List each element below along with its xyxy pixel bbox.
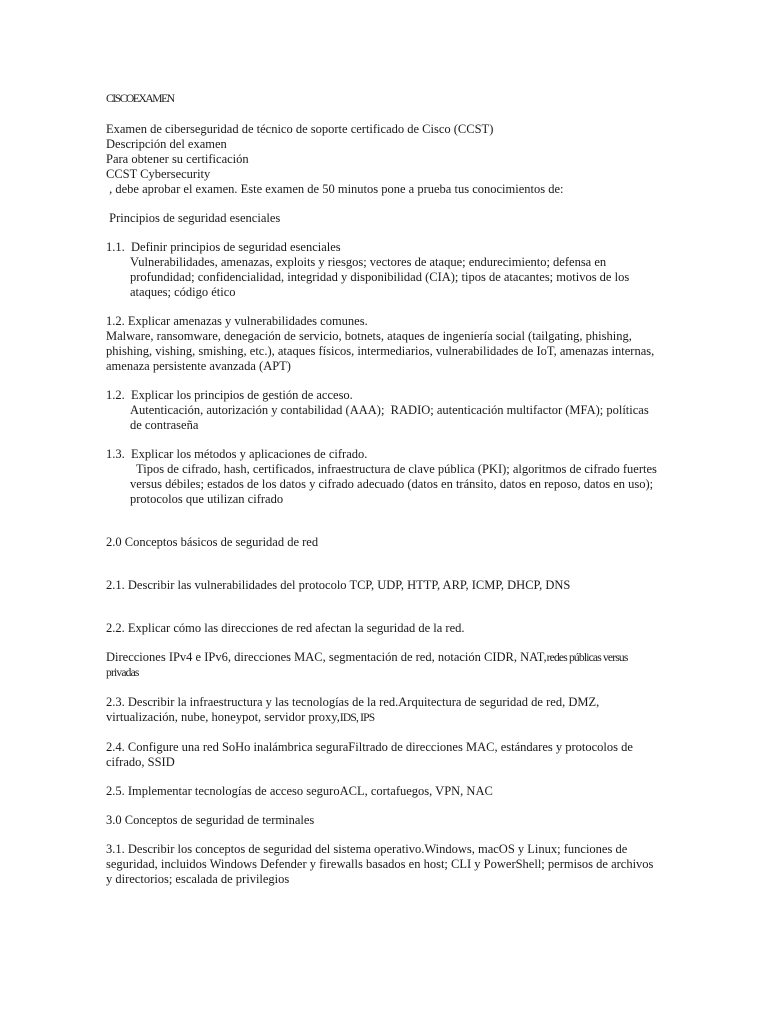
section2-item2-body bbox=[106, 650, 666, 666]
item-body: protocolos que utilizan cifrado bbox=[130, 492, 284, 506]
item-body: seguridad, incluidos Windows Defender y firewalls basados en host; CLI y PowerShell; permisos de archivos bbox=[106, 857, 654, 871]
item-title: 3.1. Describir los conceptos de seguridad del sistema operativo.Windows, macOS y Linux; funciones de bbox=[106, 842, 628, 856]
item-body: y directorios; escalada de privilegios bbox=[106, 872, 290, 886]
intro-cert-name: CCST Cybersecurity bbox=[106, 167, 211, 181]
item-body: Autenticación, autorización y contabilidad (AAA); RADIO; autenticación multifactor (MFA); políticas bbox=[130, 403, 649, 417]
item3-body-text-condensed: IDS, IPS bbox=[339, 712, 375, 724]
item-title: 1.1. Definir principios de seguridad esenciales bbox=[106, 240, 341, 254]
document-page bbox=[106, 92, 666, 887]
section2-item3-body bbox=[106, 710, 666, 726]
item-body: de contraseña bbox=[130, 418, 199, 432]
section2-title: 2.0 Conceptos básicos de seguridad de red bbox=[106, 535, 319, 549]
item2-body-text: Direcciones IPv4 e IPv6, direcciones MAC, segmentación de red, notación CIDR, NAT, bbox=[106, 650, 547, 664]
item-title: 1.3. Explicar los métodos y aplicaciones de cifrado. bbox=[106, 447, 368, 461]
item-body: Tipos de cifrado, hash, certificados, infraestructura de clave pública (PKI); algoritmos de cifrado fuertes bbox=[130, 462, 657, 476]
item-body: Malware, ransomware, denegación de servicio, botnets, ataques de ingeniería social (tailgating, phishing, bbox=[106, 329, 632, 343]
intro-block bbox=[106, 122, 666, 197]
item-body: ataques; código ético bbox=[130, 285, 236, 299]
section2-item5: 2.5. Implementar tecnologías de acceso seguroACL, cortafuegos, VPN, NAC bbox=[106, 784, 493, 798]
item-title: 1.2. Explicar amenazas y vulnerabilidades comunes. bbox=[106, 314, 368, 328]
section2-item3-title: 2.3. Describir la infraestructura y las tecnologías de la red.Arquitectura de seguridad de red, DMZ, bbox=[106, 695, 600, 709]
item-body: Vulnerabilidades, amenazas, exploits y riesgos; vectores de ataque; endurecimiento; defensa en bbox=[130, 255, 607, 269]
section2-item2: 2.2. Explicar cómo las direcciones de red afectan la seguridad de la red. bbox=[106, 621, 465, 635]
section1-item1 bbox=[106, 240, 666, 300]
doc-header: CISCOEXAMEN bbox=[106, 93, 174, 105]
section1-item4 bbox=[106, 447, 666, 507]
item-body: profundidad; confidencialidad, integridad y disponibilidad (CIA); tipos de atacantes; motivos de los bbox=[130, 270, 630, 284]
section1-item3 bbox=[106, 388, 666, 433]
item-body: amenaza persistente avanzada (APT) bbox=[106, 359, 291, 373]
section2-item4-title: 2.4. Configure una red SoHo inalámbrica seguraFiltrado de direcciones MAC, estándares y protocolos de bbox=[106, 740, 633, 754]
intro-exam-note: , debe aprobar el examen. Este examen de 50 minutos pone a prueba tus conocimientos de: bbox=[106, 182, 564, 196]
section1-title: Principios de seguridad esenciales bbox=[106, 211, 281, 225]
item-body: versus débiles; estados de los datos y cifrado adecuado (datos en tránsito, datos en reposo, datos en uso); bbox=[130, 477, 654, 491]
item-body: phishing, vishing, smishing, etc.), ataques físicos, intermediarios, vulnerabilidades de IoT, amenazas internas, bbox=[106, 344, 655, 358]
section2-item1: 2.1. Describir las vulnerabilidades del protocolo TCP, UDP, HTTP, ARP, ICMP, DHCP, DNS bbox=[106, 578, 571, 592]
section1-item2 bbox=[106, 314, 666, 374]
intro-title: Examen de ciberseguridad de técnico de soporte certificado de Cisco (CCST) bbox=[106, 122, 494, 136]
section2-item2-body-end: privadas bbox=[106, 667, 139, 679]
intro-certification: Para obtener su certificación bbox=[106, 152, 249, 166]
section3-title: 3.0 Conceptos de seguridad de terminales bbox=[106, 813, 315, 827]
section3-item1 bbox=[106, 842, 666, 887]
item-title: 1.2. Explicar los principios de gestión de acceso. bbox=[106, 388, 353, 402]
item2-body-text-condensed: redes públicas versus bbox=[546, 652, 628, 664]
item3-body-text: virtualización, nube, honeypot, servidor proxy, bbox=[106, 710, 340, 724]
section2-item4-body: cifrado, SSID bbox=[106, 755, 175, 769]
intro-description: Descripción del examen bbox=[106, 137, 227, 151]
